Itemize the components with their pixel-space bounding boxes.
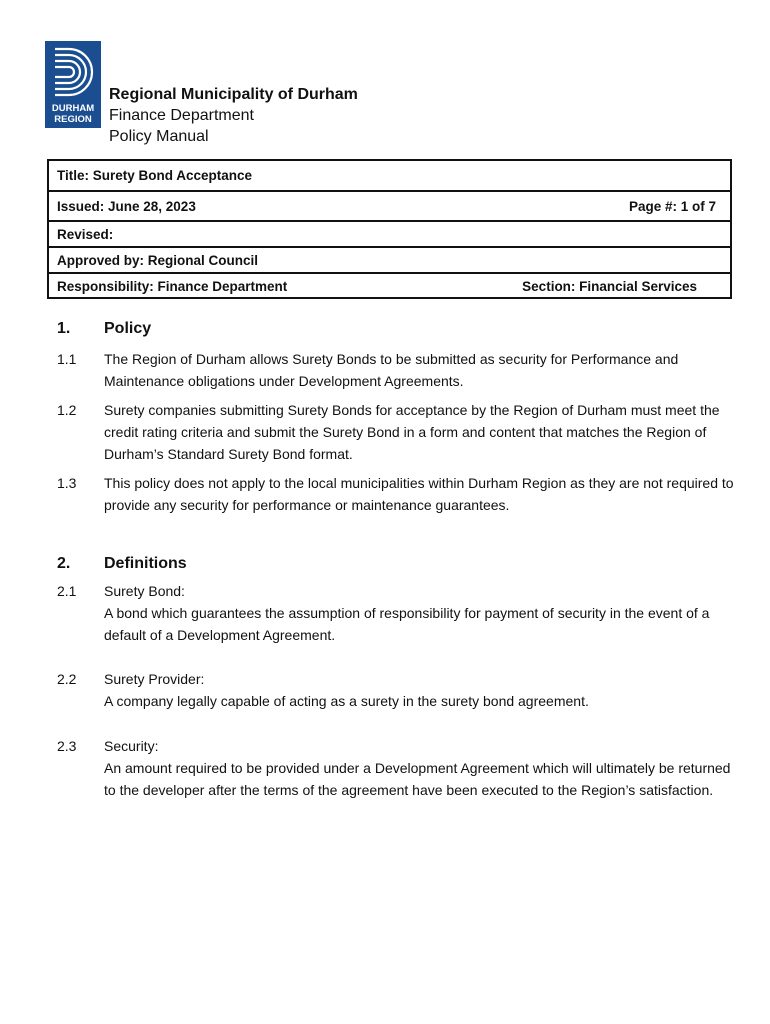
definition-text: A bond which guarantees the assumption of responsibility for payment of security in the event of a default of a Development Agreement. [104,605,710,643]
approved-row [49,248,730,272]
logo-text-durham: DURHAM [51,103,95,114]
policy-paragraph: Surety companies submitting Surety Bonds for acceptance by the Region of Durham must meet the credit rating criteria and submit the Surety Bond in a form and content that matches the Region of Durham’s Standard Surety Bond format. [104,402,720,462]
organization-name: Regional Municipality of Durham [109,86,358,103]
item-number: 1.3 [57,475,77,491]
policy-paragraph: The Region of Durham allows Surety Bonds to be submitted as security for Performance and Maintenance obligations under Development Agreements. [104,351,679,389]
policy-info-table [47,159,732,299]
section-number: 1. [57,320,71,337]
responsibility: Responsibility: Finance Department [57,279,288,294]
definition-term: Security: [104,738,159,754]
definition-term: Surety Bond: [104,583,185,599]
item-number: 1.1 [57,351,77,367]
manual-name: Policy Manual [109,128,209,145]
durham-region-logo [45,41,101,128]
item-number: 2.3 [57,738,77,754]
page-number: Page #: 1 of 7 [628,198,716,214]
department-name: Finance Department [109,107,254,124]
approved-by: Approved by: Regional Council [57,252,259,268]
definition-term: Surety Provider: [104,671,205,687]
definition-text: An amount required to be provided under a Development Agreement which will ultimately be returned to the developer after the terms of the agreement have been executed to the Region’s satisfaction. [104,760,731,798]
issued-row [49,192,730,220]
responsibility-row [49,274,730,299]
title-row [49,161,730,190]
revised-label: Revised: [57,226,114,242]
item-number: 2.1 [57,583,77,599]
issued-date: Issued: June 28, 2023 [57,198,196,214]
logo-text-region: REGION [54,114,92,125]
section-title-policy: Policy [104,320,152,337]
definition-text: A company legally capable of acting as a surety in the surety bond agreement. [104,693,589,709]
section-number: 2. [57,555,71,572]
item-number: 1.2 [57,402,77,418]
policy-title: Title: Surety Bond Acceptance [57,168,253,183]
section-label: Section: Financial Services [522,279,697,294]
revised-row [49,222,730,246]
section-title-definitions: Definitions [104,555,187,572]
item-number: 2.2 [57,671,77,687]
policy-paragraph: This policy does not apply to the local municipalities within Durham Region as they are not required to provide any security for performance or maintenance guarantees. [104,475,734,513]
